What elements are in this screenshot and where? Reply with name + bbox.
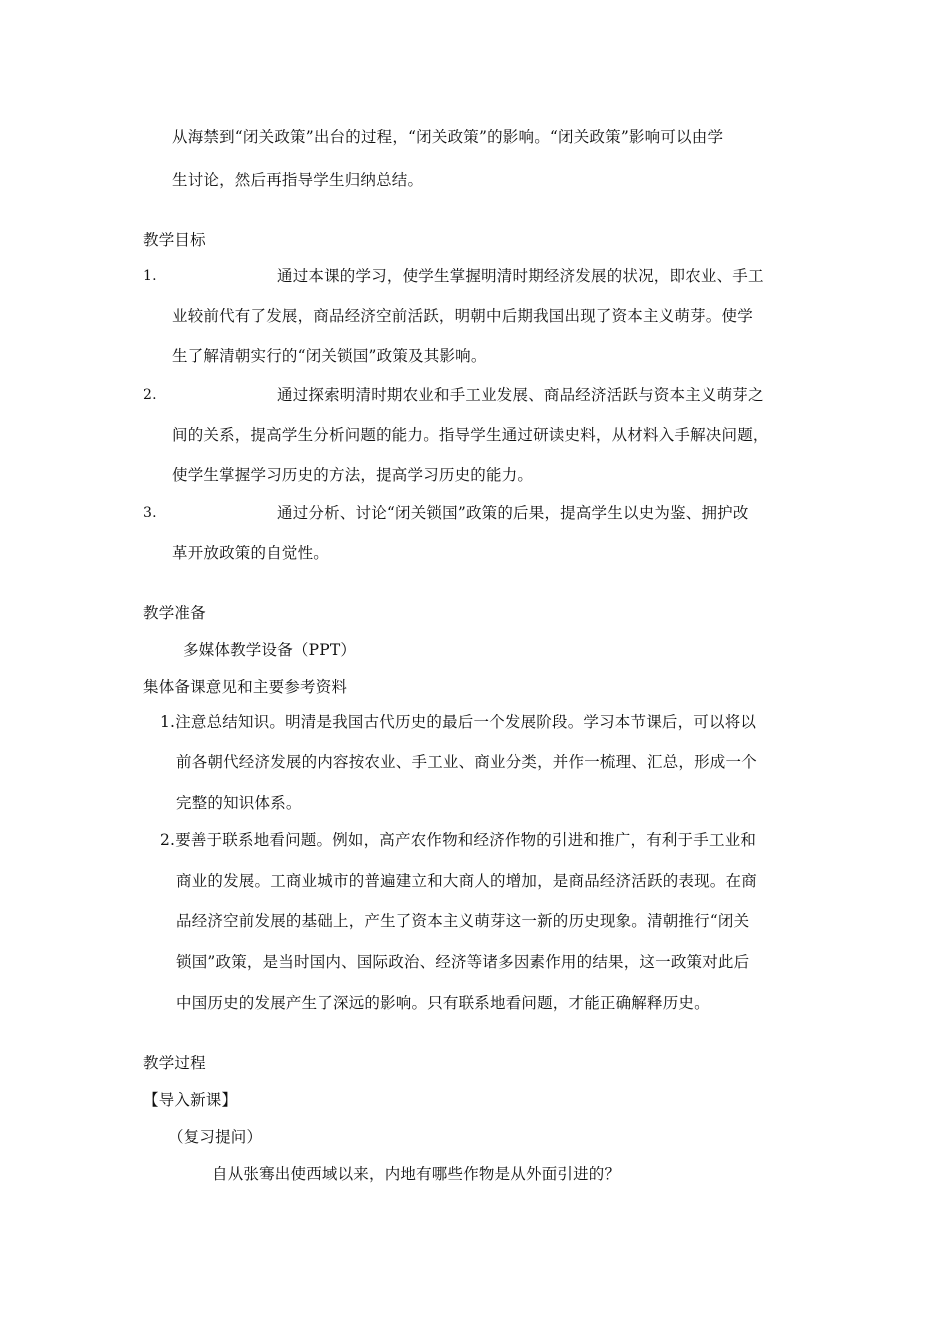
section-heading-process: 教学过程 [143,1054,206,1072]
intro-line: 从海禁到“闭关政策”出台的过程，“闭关政策”的影响。“闭关政策”影响可以由学 [172,128,724,146]
ref-line: 2.要善于联系地看问题。例如，高产农作物和经济作物的引进和推广，有利于手工业和 [160,831,757,849]
goal-line: 生了解清朝实行的“闭关锁国”政策及其影响。 [172,347,487,365]
goal-line: 使学生掌握学习历史的方法，提高学习历史的能力。 [172,466,534,484]
goal-line: 通过分析、讨论“闭关锁国”政策的后果，提高学生以史为鉴、拥护改 [277,504,749,522]
goal-line: 通过探索明清时期农业和手工业发展、商品经济活跃与资本主义萌芽之 [277,386,764,404]
ref-line: 锁国”政策，是当时国内、国际政治、经济等诸多因素作用的结果，这一政策对此后 [176,953,750,971]
goal-line: 通过本课的学习，使学生掌握明清时期经济发展的状况，即农业、手工 [277,267,764,285]
section-heading-prep: 教学准备 [143,604,206,622]
goal-line: 间的关系，提高学生分析问题的能力。指导学生通过研读史料，从材料入手解决问题， [172,426,769,444]
section-heading-goals: 教学目标 [143,231,206,249]
goal-number: 2. [143,387,157,403]
ref-line: 商业的发展。工商业城市的普遍建立和大商人的增加，是商品经济活跃的表现。在商 [176,872,757,890]
intro-line: 生讨论，然后再指导学生归纳总结。 [172,171,424,189]
process-section-title: 【导入新课】 [143,1091,238,1109]
section-heading-refs: 集体备课意见和主要参考资料 [143,678,348,696]
goal-line: 革开放政策的自觉性。 [172,544,330,562]
goal-line: 业较前代有了发展，商品经济空前活跃，明朝中后期我国出现了资本主义萌芽。使学 [172,307,753,325]
goal-number: 1. [143,268,157,284]
ref-line: 前各朝代经济发展的内容按农业、手工业、商业分类，并作一梳理、汇总，形成一个 [176,753,757,771]
ref-line: 品经济空前发展的基础上，产生了资本主义萌芽这一新的历史现象。清朝推行“闭关 [176,912,750,930]
goal-number: 3. [143,505,157,521]
ref-line: 完整的知识体系。 [176,794,302,812]
ref-line: 中国历史的发展产生了深远的影响。只有联系地看问题，才能正确解释历史。 [176,994,710,1012]
prep-item: 多媒体教学设备（PPT） [183,641,357,659]
ref-line: 1.注意总结知识。明清是我国古代历史的最后一个发展阶段。学习本节课后，可以将以 [160,713,757,731]
process-subtitle: （复习提问） [168,1128,263,1146]
review-question: 自从张骞出使西域以来，内地有哪些作物是从外面引进的？ [212,1165,621,1183]
